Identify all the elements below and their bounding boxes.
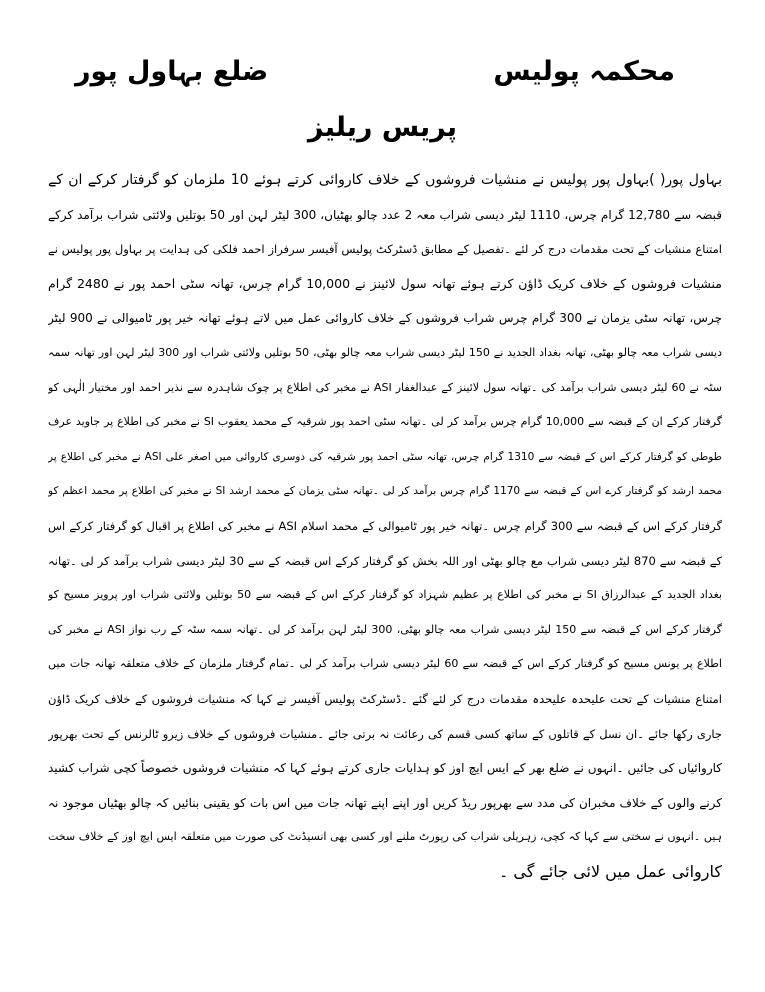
body-line: محمد ارشد کو گرفتار کرے اس کے قبضہ سے 1170 گرام چرس برآمد کر لی ۔تھانہ سٹی یزمان کے محمد ارشد SI نے مخبر کی اطلاع پر محمد اعظم کو [48,485,722,498]
body-line: منشیات فروشوں کے خلاف کریک ڈاؤن کرتے ہوئے تھانہ سول لائینز نے 10,000 گرام چرس، تھانہ سٹی احمد پور نے 2480 گرام [48,275,722,291]
body-line: جاری رکھا جائے ۔ان نسل کے قاتلوں کے ساتھ کسی قسم کی رعائت نہ برتی جائے ۔منشیات فروشوں کے خلاف زیرو ٹالرنس کے تحت بھرپور [48,726,722,741]
body-line: کاروائیاں کی جائیں ۔انہوں نے ضلع بھر کے ایس ایچ اوز کو ہدایات جاری کرتے ہوئے کہا کہ منشیات فروشوں خصوصاً کچی شراب کشید [48,761,722,776]
body-line-final: کاروائی عمل میں لائی جائے گی ۔ [498,861,722,881]
district-heading: ضلع بہاول پور [75,56,269,87]
body-line: ہیں ۔انہوں نے سختی سے کہا کہ کچی، زہریلی شراب کی رپورٹ ملنے اور کسی بھی انسیڈنٹ کی صورت میں متعلقہ ایس ایچ اوز کے خلاف سخت [48,830,722,844]
body-line: سٹہ نے 60 لیٹر دیسی شراب برآمد کی ۔تھانہ سول لائینز کے عبدالغفار ASI نے مخبر کی اطلاع پر چوک شاہدرہ سے نذیر احمد اور مختیار الٰہی کو [48,380,722,394]
body-line: کرنے والوں کے خلاف مخبران کی مدد سے بھرپور ریڈ کریں اور اپنے اپنے تھانہ جات میں اس بات کو یقینی بنائیں کہ چالو بھٹیاں موجود نہ [48,795,722,810]
body-line: دیسی شراب معہ چالو بھٹی، تھانہ بغداد الجدید نے 150 لیٹر دیسی شراب معہ چالو بھٹی، 50 بوتلیں ولائتی شراب اور 300 لیٹر لہن اور تھانہ سمہ [48,345,722,359]
body-line: اطلاع پر یونس مسیح کو گرفتار کرکے اس کے قبضہ سے 60 لیٹر دیسی شراب برآمد کر لی ۔تمام گرفتار ملزمان کے خلاف متعلقہ تھانہ جات میں [48,657,722,671]
body-line: امتناع منشیات کے تحت علیحدہ علیحدہ مقدمات درج کر لئے گئے ۔ڈسٹرکٹ پولیس آفیسر نے کہا کہ منشیات فروشوں کے خلاف کریک ڈاؤن [48,691,722,706]
document-title: پریس ریلیز [307,112,458,143]
body-line: بغداد الجدید کے عبدالرزاق SI نے مخبر کی اطلاع پر عظیم شہزاد کو گرفتار کرکے اس کے قبضہ سے 50 بوتلیں ولائتی شراب اور پرویز مسیح کو [48,588,722,602]
body-line: چرس، تھانہ سٹی یزمان نے 300 گرام چرس شراب فروشوں کے خلاف کاروائی عمل میں لاتے ہوئے تھانہ خیر پور ٹامیوالی نے 900 لیٹر [48,311,722,326]
body-line: طوطی کو گرفتار کرکے اس کے قبضہ سے 1310 گرام چرس، تھانہ سٹی احمد پور شرقیہ کی دوسری کاروائی میں اصغر علی ASI نے مخبر کی اطلاع پر [48,450,722,463]
body-line: قبضہ سے 12,780 گرام چرس، 1110 لیٹر دیسی شراب معہ 2 عدد چالو بھٹیاں، 300 لیٹر لہن اور 50 بوتلیں ولائتی شراب برآمد کرکے [48,207,722,222]
body-line: امتناع منشیات کے تحت مقدمات درج کر لئے ۔تفصیل کے مطابق ڈسٹرکٹ پولیس آفیسر سرفراز احمد فلکی کی ہدایت پر بہاول پور پولیس نے [48,242,722,257]
body-line: گرفتار کرکے اس کے قبضہ سے 150 لیٹر دیسی شراب معہ چالو بھٹی، 300 لیٹر لہن برآمد کر لی ۔تھانہ سمہ سٹہ کے رب نواز ASI نے مخبر کی [48,622,722,636]
body-line: کے قبضہ سے 870 لیٹر دیسی شراب مع چالو بھٹی اور اللہ بخش کو گرفتار کرکے اس قبضہ کے سے 30 لیٹر دیسی شراب برآمد کر لی ۔تھانہ [48,553,722,568]
press-release-body [48,163,722,889]
body-line: گرفتار کرکے اس کے قبضہ سے 300 گرام چرس ۔تھانہ خیر پور ٹامیوالی کے محمد اسلام ASI نے مخبر کی اطلاع پر اقبال کو گرفتار کرکے اس [48,518,722,533]
body-line: بہاول پور( )بہاول پور پولیس نے منشیات فروشوں کے خلاف کاروائی کرتے ہوئے 10 ملزمان کو گرفتار کرکے ان کے [48,172,722,188]
body-line: گرفتار کرکے ان کے قبضہ سے 10,000 گرام چرس برآمد کر لی ۔تھانہ سٹی احمد پور شرقیہ کے محمد یعقوب SI نے مخبر کی اطلاع پر جاوید عرف [48,415,722,429]
department-heading: محکمہ پولیس [493,56,675,87]
